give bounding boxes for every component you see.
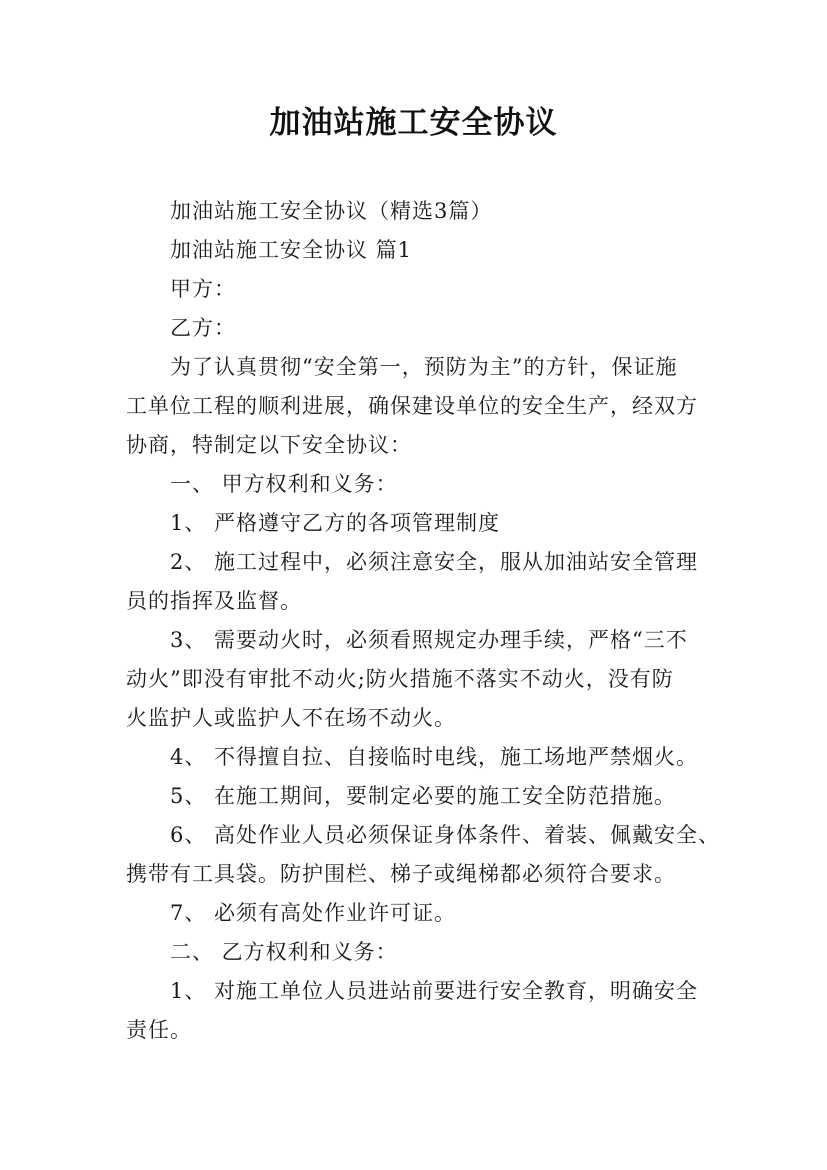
paragraph-line: 工单位工程的顺利进展，确保建设单位的安全生产，经双方 [126,394,698,418]
clause-item: 1、 严格遵守乙方的各项管理制度 [170,511,501,535]
paragraph-line: 为了认真贯彻“安全第一，预防为主”的方针，保证施 [170,355,678,379]
party-b-label: 乙方： [170,316,236,340]
clause-item-continuation: 火监护人或监护人不在场不动火。 [126,706,456,730]
paragraph-line: 协商，特制定以下安全协议： [126,433,412,457]
clause-heading: 一、 甲方权利和义务： [170,472,398,496]
clause-item: 6、 高处作业人员必须保证身体条件、着装、佩戴安全、 [170,823,721,847]
document-title: 加油站施工安全协议 [269,105,558,141]
clause-item: 7、 必须有高处作业许可证。 [170,901,457,925]
clause-item: 2、 施工过程中，必须注意安全，服从加油站安全管理 [170,550,699,574]
subtitle-line: 加油站施工安全协议（精选3篇） [170,199,493,223]
clause-item: 5、 在施工期间，要制定必要的施工安全防范措施。 [170,784,677,808]
clause-item-continuation: 员的指挥及监督。 [126,589,302,613]
clause-item: 1、 对施工单位人员进站前要进行安全教育，明确安全 [170,979,699,1003]
clause-item-continuation: 责任。 [126,1018,192,1042]
clause-item-continuation: 动火”即没有审批不动火;防火措施不落实不动火，没有防 [126,667,674,691]
clause-item: 4、 不得擅自拉、自接临时电线，施工场地严禁烟火。 [170,745,699,769]
party-a-label: 甲方： [170,277,236,301]
section-heading: 加油站施工安全协议 篇1 [170,238,413,262]
clause-item: 3、 需要动火时，必须看照规定办理手续，严格“三不 [170,628,688,652]
clause-item-continuation: 携带有工具袋。防护围栏、梯子或绳梯都必须符合要求。 [126,862,676,886]
clause-heading: 二、 乙方权利和义务： [170,940,398,964]
